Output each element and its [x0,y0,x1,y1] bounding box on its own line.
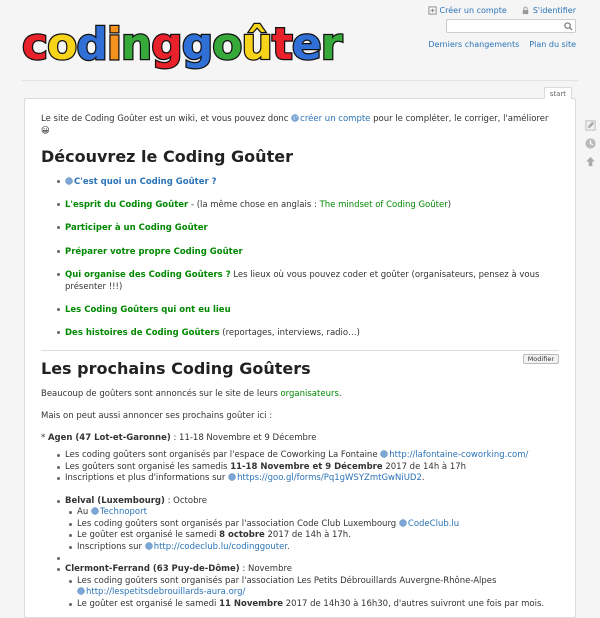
list-item [41,473,559,485]
section-divider [41,350,559,364]
search-icon [564,22,573,31]
site-tools [428,40,576,49]
item-text: ) [447,200,452,211]
logo-letter: g [151,19,182,70]
spacer [41,553,559,564]
list-item [41,304,559,316]
section-title-discover: Découvrez le Coding Goûter [41,147,293,166]
what-is-link[interactable]: C'est quoi un Coding Goûter ? [74,177,217,187]
organizers-inline-link[interactable]: organisateurs [280,389,339,400]
city-name: Agen (47 Lot-et-Garonne) [47,433,171,444]
item-bold: 11-18 Novembre et 9 Décembre [230,461,383,472]
clock-icon [584,137,597,150]
agen-form-link[interactable]: https://goo.gl/forms/Pq1gWSYZmtGwNiUD2 [237,473,422,484]
codeclub-signup-link[interactable]: http://codeclub.lu/codinggouter [153,541,288,552]
item-text: - (la même chose en anglais : [188,200,320,211]
page-tools [583,118,597,168]
city-name: Belval (Luxembourg) [65,495,165,506]
search-button[interactable] [562,20,574,32]
sitemap-link[interactable]: Plan du site [529,40,576,49]
edit-page-tool[interactable] [583,118,597,132]
logo-letter: û [241,19,272,70]
logo-letter: e [291,19,321,70]
codeclub-link[interactable]: CodeClub.lu [407,518,460,529]
intro-text: Le site de Coding Goûter est un wiki, et vous pouvez donc [41,114,292,124]
register-label: Créer un compte [439,6,507,15]
item-text: Inscriptions et plus d'informations sur [65,473,229,484]
discover-list [41,176,559,339]
page-id-tab[interactable]: start [544,87,572,99]
search-input[interactable] [446,19,576,33]
logo-letter: t [271,19,292,70]
logo-letter: r [320,19,342,70]
globe-icon [380,450,388,458]
item-bold: 11 Novembre [219,598,284,609]
recent-changes-link[interactable]: Derniers changements [428,40,520,49]
list-item [65,507,559,519]
agen-details [41,450,559,485]
lock-icon [521,6,530,15]
login-link[interactable] [521,6,576,15]
star-text: * [41,433,48,444]
item-bold: 8 octobre [219,530,265,541]
list-item [65,530,559,542]
logo-letter: o [47,19,77,70]
item-text: Le goûter est organisé le samedi [77,598,220,609]
intro-text-after: pour le compléter, le corriger, l'améliorer [370,114,549,124]
item-text: Les coding goûters sont organisés par l'association Les Petits Débrouillards Auvergne-Rhône-Alpes [77,575,497,586]
list-item [65,599,559,611]
header-separator [22,80,578,81]
para-text: Beaucoup de goûters sont annoncés sur le site de leurs [41,389,281,400]
petits-debrouillards-link[interactable]: http://lespetitsdebrouillards-aura.org/ [86,587,246,598]
list-item [41,269,559,293]
agen-entry [41,432,559,444]
list-item [41,327,559,339]
register-link[interactable] [428,6,507,15]
history-tool[interactable] [583,136,597,150]
item-text: (reportages, interviews, radio…) [219,328,360,339]
belval-details [65,507,559,553]
globe-icon [91,507,99,515]
login-label: S'identifier [532,6,576,15]
belval-entry [41,496,559,554]
item-text: Les goûters sont organisé les samedis [65,461,231,472]
logo-letter: i [106,19,121,70]
list-item [65,519,559,531]
lafontaine-link[interactable]: http://lafontaine-coworking.com/ [389,450,529,461]
globe-icon [399,519,407,527]
item-text: . [421,473,425,484]
arrow-up-icon [584,155,597,168]
list-item [65,576,559,599]
user-tools [428,6,576,15]
past-events-link[interactable]: Les Coding Goûters qui ont eu lieu [65,304,231,315]
logo-letter: g [181,19,213,70]
create-account-link[interactable]: créer un compte [300,114,371,124]
announcement-paragraph [41,388,559,400]
organizers-link[interactable]: Qui organise des Coding Goûters ? [65,269,231,280]
section-title-upcoming: Les prochains Coding Goûters [41,359,311,379]
item-text: 2017 de 14h à 17h [382,461,467,472]
list-item [41,176,559,188]
cities-list [41,496,559,611]
page-content [24,89,576,618]
technoport-link[interactable]: Technoport [99,507,147,518]
list-item [41,462,559,474]
item-text: Au [77,507,91,518]
site-logo[interactable] [22,12,342,78]
city-name: Clermont-Ferrand (63 Puy-de-Dôme) [65,564,240,575]
announce-here-paragraph: Mais on peut aussi annoncer ses prochains goûter ici : [41,411,273,422]
pencil-icon [584,119,597,132]
list-item [41,199,559,211]
participate-link[interactable]: Participer à un Coding Goûter [65,223,208,234]
clermont-entry [41,564,559,610]
back-to-top-tool[interactable] [583,154,597,168]
globe-icon [145,542,153,550]
city-dates: : Octobre [164,495,208,506]
mindset-link[interactable]: The mindset of Coding Goûter [319,200,448,211]
globe-icon [291,114,299,122]
globe-icon [65,177,73,185]
intro-paragraph [41,113,559,137]
item-text: Les coding goûters sont organisés par l'espace de Coworking La Fontaine [65,450,381,461]
city-dates: : 11-18 Novembre et 9 Décembre [170,433,317,444]
stories-link[interactable]: Des histoires de Coding Goûters [65,328,220,339]
list-item [41,222,559,234]
item-text: 2017 de 14h30 à 16h30, d'autres suivront une fois par mois. [283,598,545,609]
logo-letter: o [212,19,242,70]
prepare-link[interactable]: Préparer votre propre Coding Goûter [65,246,243,257]
item-text: Les lieux où vous pouvez coder et goûter (organisateurs, pensez à vous présenter !!!) [65,269,540,292]
logo-letter: c [22,19,48,70]
item-text: 2017 de 14h à 17h. [264,530,351,541]
para-text: . [338,389,342,400]
spirit-link[interactable]: L'esprit du Coding Goûter [65,200,189,211]
edit-section-button[interactable]: Modifier [523,354,559,364]
city-dates: : Novembre [239,564,293,575]
logo-letter: d [76,19,107,70]
item-text: Inscriptions sur [77,541,145,552]
item-text: Le goûter est organisé le samedi [77,530,220,541]
clermont-details [65,576,559,611]
globe-icon [228,473,236,481]
logo-letter: n [120,19,152,70]
user-add-icon [428,6,437,15]
list-item [65,542,559,554]
item-text: Les coding goûters sont organisés par l'association Code Club Luxembourg [77,518,399,529]
list-item [41,246,559,258]
item-text: . [287,541,290,552]
globe-icon [77,587,85,595]
smile-icon: 😀 [41,126,50,136]
list-item [41,450,559,462]
